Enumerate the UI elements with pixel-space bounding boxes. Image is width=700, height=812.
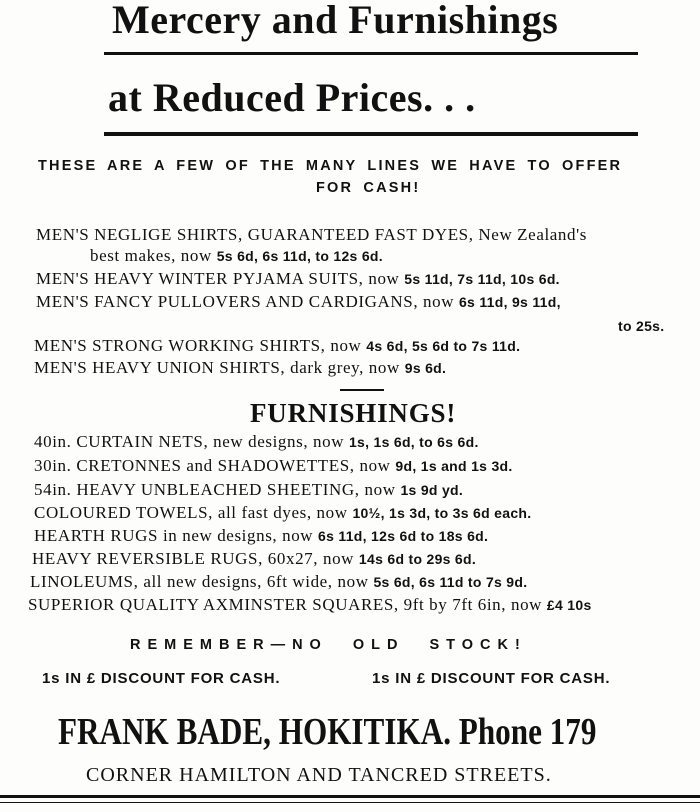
furnishing-item [34, 456, 513, 476]
item-price: to 25s. [618, 318, 665, 334]
item-price: 1s 9d yd. [400, 482, 464, 498]
mercery-item [36, 269, 560, 289]
lead-text-line-1: THESE ARE A FEW OF THE MANY LINES WE HAVE TO OFFER [38, 158, 623, 174]
furnishing-item [34, 432, 479, 452]
item-price: 1s, 1s 6d, to 6s 6d. [348, 434, 479, 450]
item-price: 4s 6d, 5s 6d to 7s 11d. [366, 338, 521, 354]
furnishing-item [28, 595, 592, 615]
heading-rule-bottom [104, 132, 638, 136]
furnishing-item [34, 503, 531, 523]
item-price: 5s 6d, 6s 11d to 7s 9d. [373, 574, 528, 590]
item-description: MEN'S FANCY PULLOVERS AND CARDIGANS, now [36, 292, 455, 311]
item-price: 6s 11d, 9s 11d, [458, 294, 561, 310]
shop-address: CORNER HAMILTON AND TANCRED STREETS. [86, 764, 552, 786]
item-description: MEN'S HEAVY UNION SHIRTS, dark grey, now [34, 358, 400, 377]
mercery-item [618, 316, 664, 336]
remember-notice: REMEMBER—NO OLD STOCK! [130, 637, 527, 653]
mercery-item [36, 292, 561, 312]
furnishings-heading: FURNISHINGS! [250, 398, 457, 428]
heading-line-2: at Reduced Prices. . . [108, 75, 476, 120]
furnishing-item [34, 526, 488, 546]
furnishing-item [32, 549, 476, 569]
furnishing-item [30, 572, 527, 592]
section-divider [340, 389, 384, 391]
item-price: 6s 11d, 12s 6d to 18s 6d. [318, 528, 489, 544]
item-description: COLOURED TOWELS, all fast dyes, now [34, 503, 348, 522]
heading-rule-top [104, 52, 638, 55]
footer-rule-thin [0, 802, 700, 803]
item-description: best makes, now [90, 246, 212, 265]
item-description: MEN'S HEAVY WINTER PYJAMA SUITS, now [36, 269, 400, 288]
item-price: 5s 6d, 6s 11d, to 12s 6d. [216, 248, 383, 264]
discount-notice-right: 1s IN £ DISCOUNT FOR CASH. [372, 670, 611, 687]
item-price: 5s 11d, 7s 11d, 10s 6d. [404, 271, 560, 287]
shop-name-and-phone: FRANK BADE, HOKITIKA. Phone 179 [58, 711, 597, 753]
discount-notice-left: 1s IN £ DISCOUNT FOR CASH. [42, 670, 281, 687]
item-description: MEN'S NEGLIGE SHIRTS, GUARANTEED FAST DYES, New Zealand's [36, 225, 588, 244]
item-description: SUPERIOR QUALITY AXMINSTER SQUARES, 9ft by 7ft 6in, now [28, 595, 543, 614]
item-price: 9s 6d. [404, 360, 447, 376]
item-description: 54in. HEAVY UNBLEACHED SHEETING, now [34, 480, 396, 499]
item-price: 14s 6d to 29s 6d. [358, 551, 477, 567]
item-description: HEARTH RUGS in new designs, now [34, 526, 314, 545]
lead-text-line-2: FOR CASH! [316, 180, 421, 196]
item-description: 40in. CURTAIN NETS, new designs, now [34, 432, 345, 451]
mercery-item [34, 336, 520, 356]
item-price: £4 10s [546, 597, 592, 613]
furnishing-item [34, 480, 463, 500]
item-description: MEN'S STRONG WORKING SHIRTS, now [34, 336, 362, 355]
mercery-item [36, 225, 587, 245]
heading-line-1: Mercery and Furnishings [112, 0, 559, 42]
footer-rule [0, 795, 700, 798]
item-description: LINOLEUMS, all new designs, 6ft wide, now [30, 572, 369, 591]
mercery-item [90, 246, 383, 266]
item-price: 10½, 1s 3d, to 3s 6d each. [352, 505, 532, 521]
mercery-item [34, 358, 446, 378]
item-price: 9d, 1s and 1s 3d. [395, 458, 513, 474]
item-description: HEAVY REVERSIBLE RUGS, 60x27, now [32, 549, 355, 568]
item-description: 30in. CRETONNES and SHADOWETTES, now [34, 456, 391, 475]
